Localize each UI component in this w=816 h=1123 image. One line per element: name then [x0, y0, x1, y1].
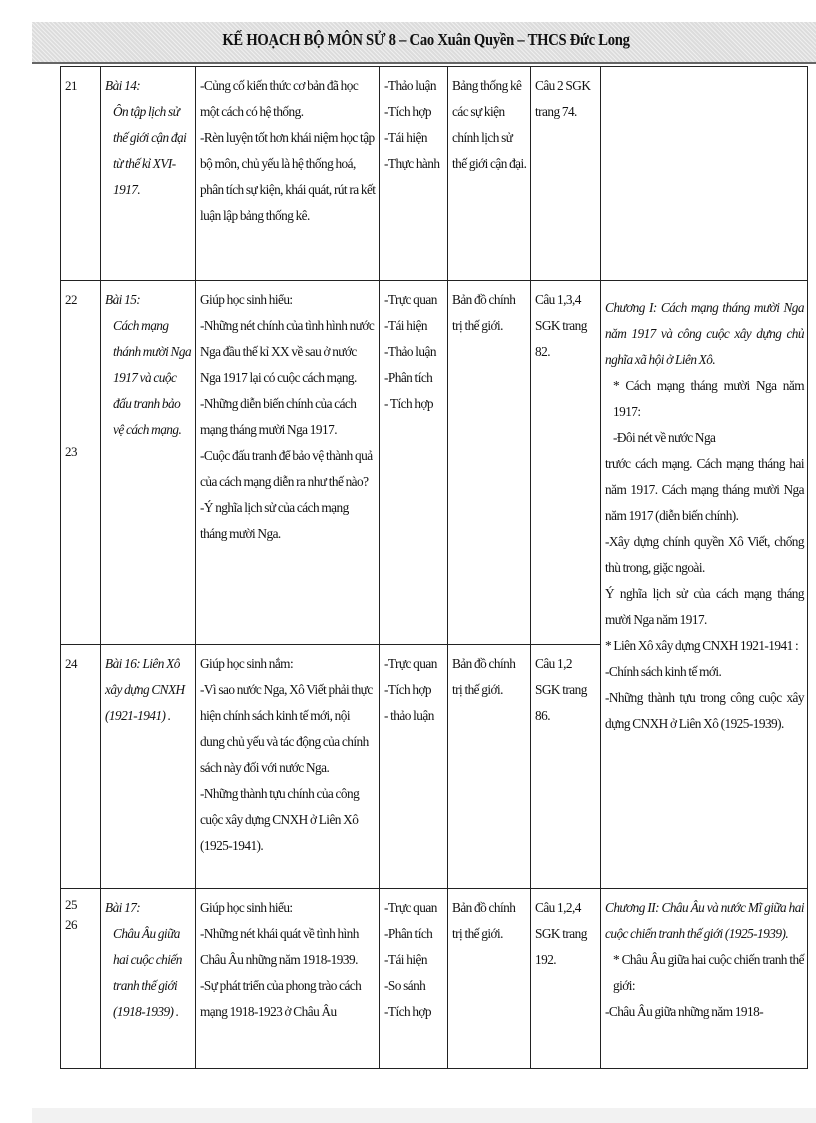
lesson-objectives: Giúp học sinh nắm: -Vì sao nước Nga, Xô Viết phải thực hiện chính sách kinh tế mới, nội dung chủ yếu và tác động của chính sách này đối với nước Nga. -Những thành tựu chính của công cuộc xây dựng CNXH ở Liên Xô (1925-1941).	[196, 645, 380, 889]
lesson-exercises: Câu 1,2 SGK trang 86.	[531, 645, 601, 889]
lesson-methods: -Trực quan -Phân tích -Tái hiện -So sánh -Tích hợp	[380, 889, 448, 1069]
lesson-materials: Bảng thống kê các sự kiện chính lịch sử thế giới cận đại.	[448, 67, 531, 281]
table-row	[61, 889, 808, 1069]
chapter-1-notes: Chương I: Cách mạng tháng mười Nga năm 1917 và công cuộc xây dựng chủ nghĩa xã hội ở Liên Xô. * Cách mạng tháng mười Nga năm 1917: -Đôi nét về nước Nga trước cách mạng. Cách mạng tháng hai năm 1917. Cách mạng tháng mười Nga năm 1917 (diễn biến chính). -Xây dựng chính quyền Xô Viết, chống thù trong, giặc ngoài. Ý nghĩa lịch sử của cách mạng tháng mười Nga năm 1917. * Liên Xô xây dựng CNXH 1921-1941 : -Chính sách kinh tế mới. -Những thành tựu trong công cuộc xây dựng CNXH ở Liên Xô (1925-1939).	[601, 281, 808, 889]
lesson-objectives: Giúp học sinh hiểu: -Những nét chính của tình hình nước Nga đầu thế kỉ XX về sau ở nước Nga 1917 lại có cuộc cách mạng. -Những diễn biến chính của cách mạng tháng mười Nga 1917. -Cuộc đấu tranh để bảo vệ thành quả của cách mạng diễn ra như thế nào? -Ý nghĩa lịch sử của cách mạng tháng mười Nga.	[196, 281, 380, 645]
lesson-exercises: Câu 1,3,4 SGK trang 82.	[531, 281, 601, 645]
lesson-methods: -Thảo luận -Tích hợp -Tái hiện -Thực hành	[380, 67, 448, 281]
lesson-exercises: Câu 1,2,4 SGK trang 192.	[531, 889, 601, 1069]
lesson-number: 21	[61, 67, 101, 281]
lesson-plan-table	[60, 66, 808, 1069]
lesson-objectives: Giúp học sinh hiểu: -Những nét khái quát về tình hình Châu Âu những năm 1918-1939. -Sự phát triển của phong trào cách mạng 1918-1923 ở Châu Âu	[196, 889, 380, 1069]
lesson-methods: -Trực quan -Tái hiện -Thảo luận -Phân tích - Tích hợp	[380, 281, 448, 645]
page-title: KẾ HOẠCH BỘ MÔN SỬ 8 – Cao Xuân Quyền – THCS Đức Long	[222, 30, 630, 49]
chapter-2-notes: Chương II: Châu Âu và nước Mĩ giữa hai cuộc chiến tranh thế giới (1925-1939). * Châu Âu giữa hai cuộc chiến tranh thế giới: -Châu Âu giữa những năm 1918-	[601, 889, 808, 1069]
lesson-title: Bài 15: Cách mạng thánh mười Nga 1917 và cuộc đấu tranh bảo vệ cách mạng.	[101, 281, 196, 645]
lesson-materials: Bản đồ chính trị thế giới.	[448, 281, 531, 645]
lesson-objectives: -Củng cố kiến thức cơ bản đã học một cách có hệ thống. -Rèn luyện tốt hơn khái niệm học tập bộ môn, chủ yếu là hệ thống hoá, phân tích sự kiện, khái quát, rút ra kết luận lập bảng thống kê.	[196, 67, 380, 281]
chapter-notes-empty	[601, 67, 808, 281]
lesson-title: Bài 14: Ôn tập lịch sử thế giới cận đại từ thế kỉ XVI-1917.	[101, 67, 196, 281]
lesson-materials: Bản đồ chính trị thế giới.	[448, 645, 531, 889]
chapter-1-title: Chương I: Cách mạng tháng mười Nga năm 1917 và công cuộc xây dựng chủ nghĩa xã hội ở Liên Xô.	[605, 300, 804, 367]
lesson-materials: Bản đồ chính trị thế giới.	[448, 889, 531, 1069]
lesson-methods: -Trực quan -Tích hợp - thảo luận	[380, 645, 448, 889]
lesson-number: 24	[61, 645, 101, 889]
page-header	[32, 22, 816, 64]
lesson-exercises: Câu 2 SGK trang 74.	[531, 67, 601, 281]
table-row	[61, 67, 808, 281]
chapter-2-title: Chương II: Châu Âu và nước Mĩ giữa hai cuộc chiến tranh thế giới (1925-1939).	[605, 900, 804, 941]
lesson-number: 22 23	[61, 281, 101, 645]
page-footer-band	[32, 1108, 816, 1123]
lesson-title: Bài 16: Liên Xô xây dựng CNXH (1921-1941) .	[101, 645, 196, 889]
table-row	[61, 281, 808, 645]
lesson-title: Bài 17: Châu Âu giữa hai cuộc chiến tranh thế giới (1918-1939) .	[101, 889, 196, 1069]
lesson-number: 25 26	[61, 889, 101, 1069]
